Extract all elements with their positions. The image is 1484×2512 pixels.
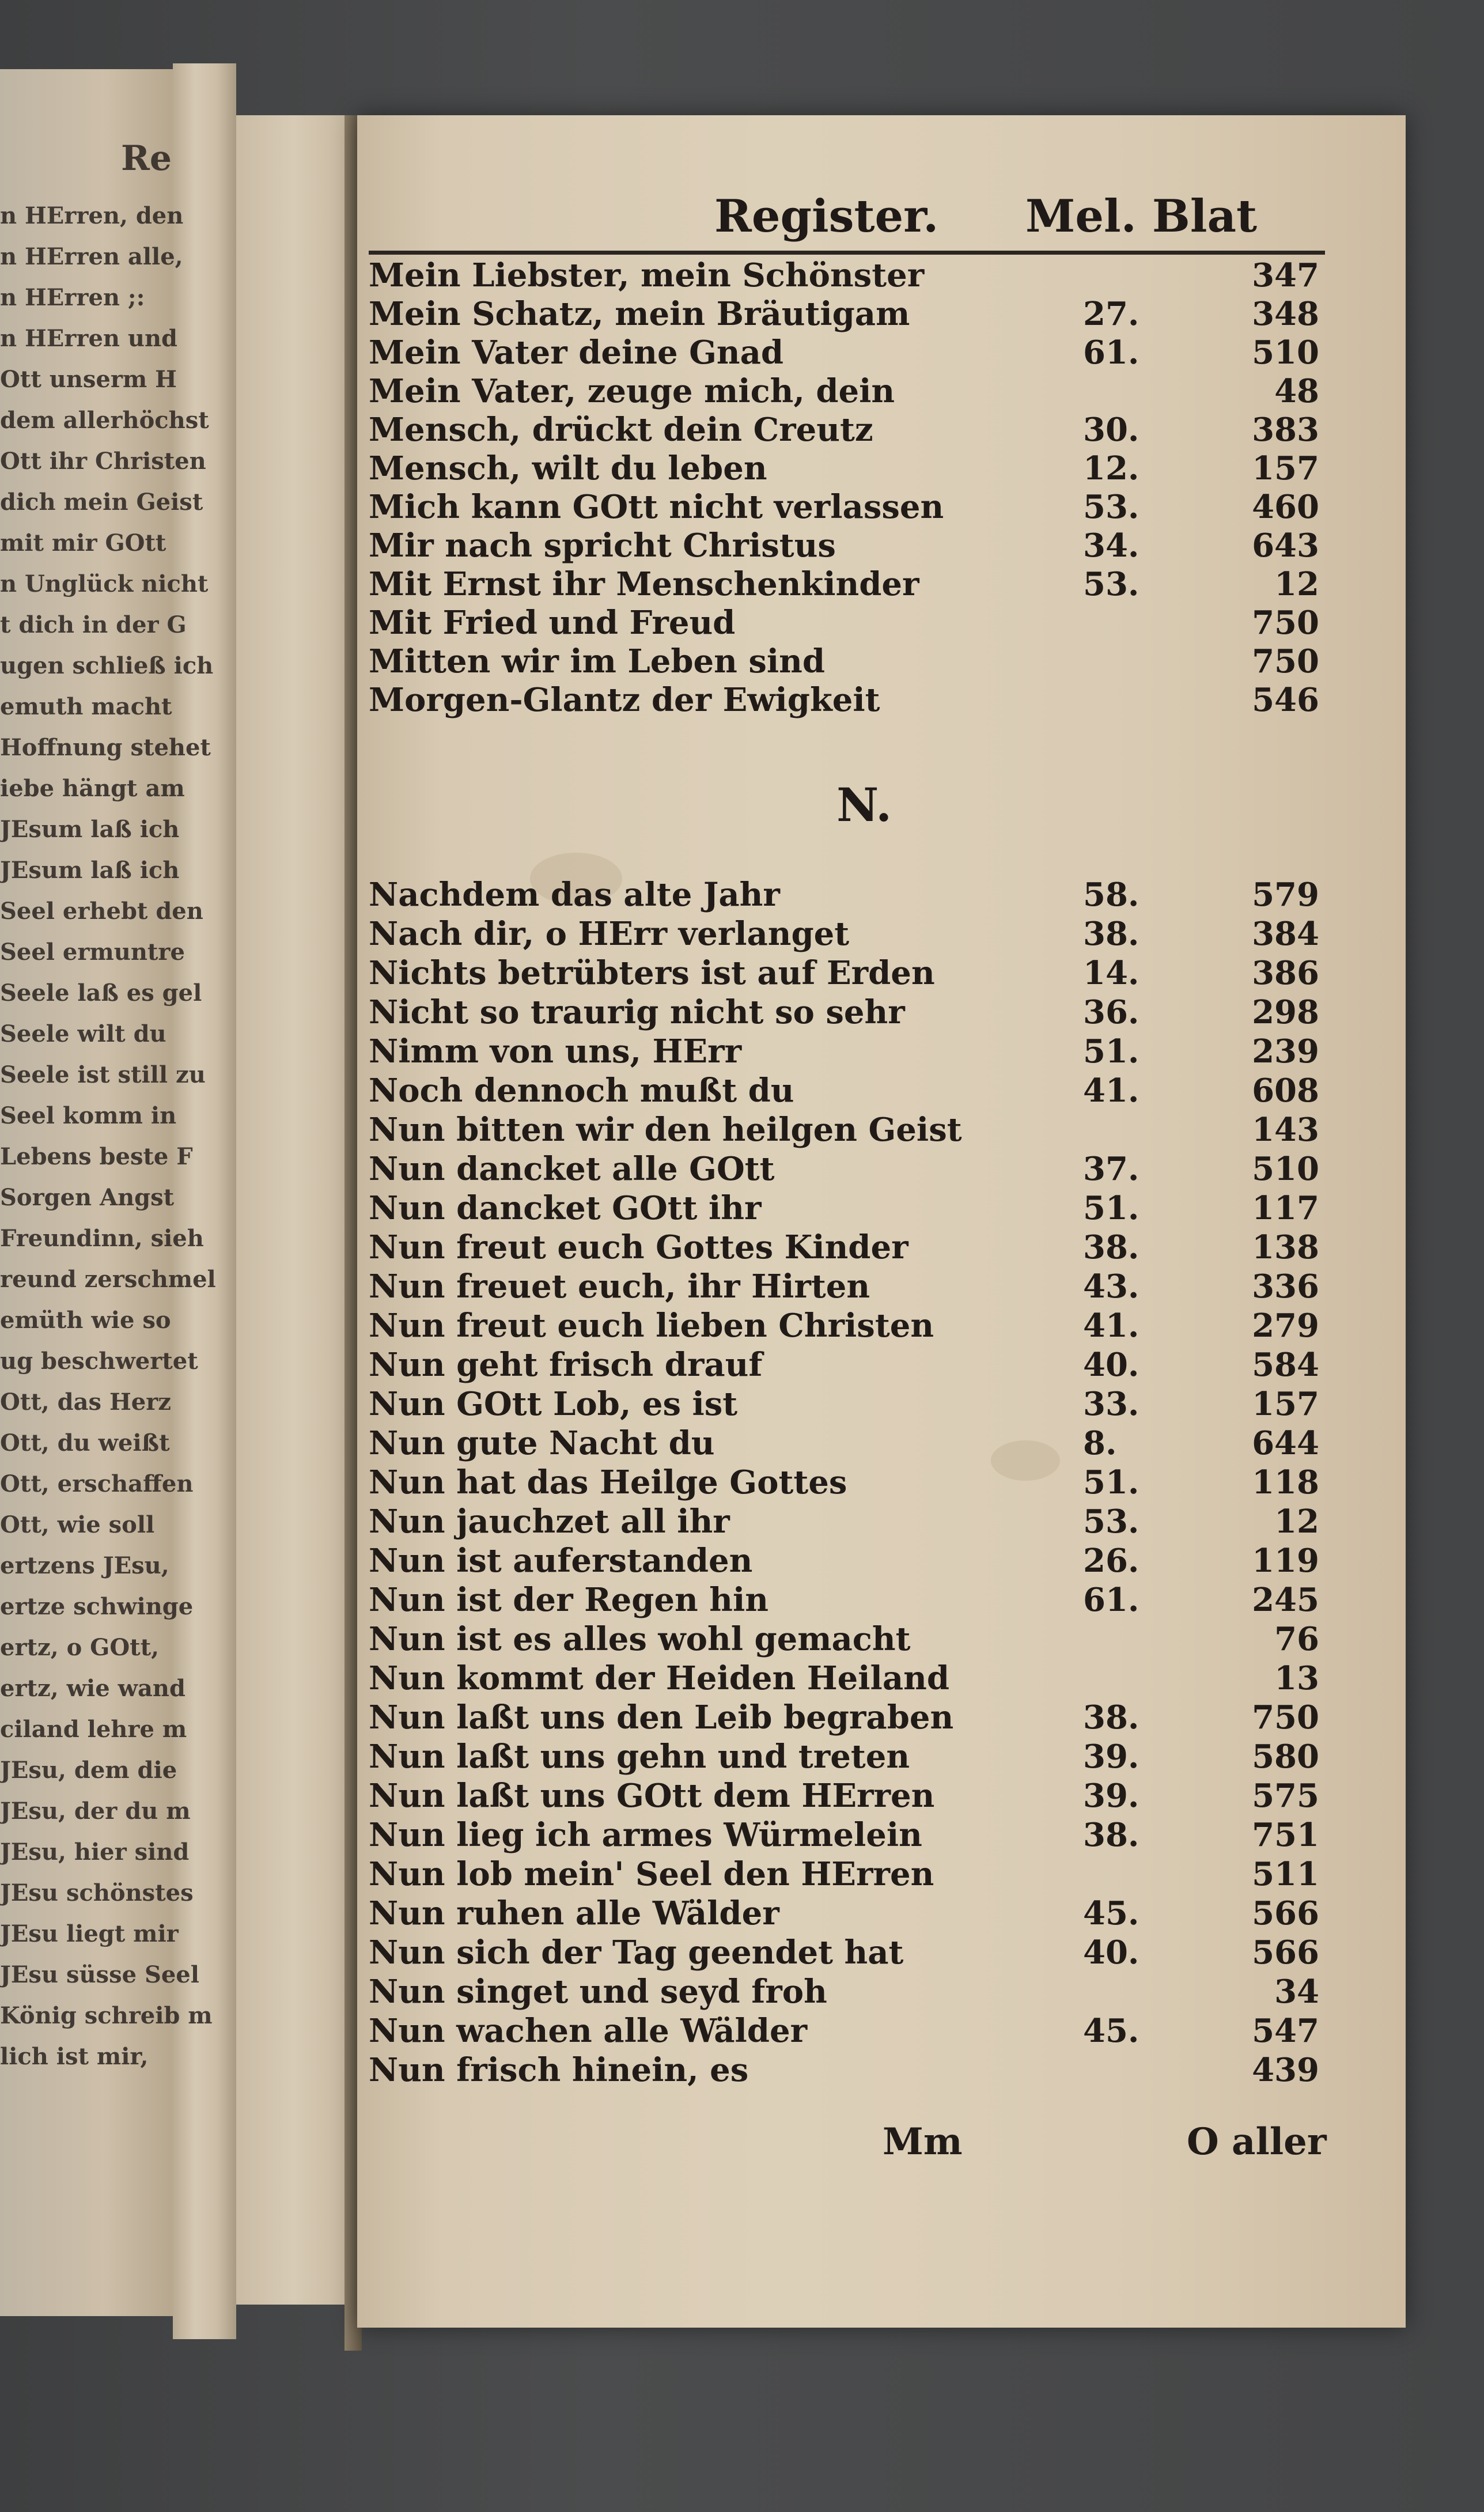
page-content bbox=[357, 115, 1406, 2328]
hymn-title: Mein Vater, zeuge mich, dein bbox=[369, 372, 895, 410]
register-entry bbox=[369, 1816, 1325, 1854]
left-page-line: JEsu liegt mir bbox=[0, 1920, 179, 1947]
hymn-title: Morgen-Glantz der Ewigkeit bbox=[369, 681, 880, 719]
melody-number: 51. bbox=[1083, 1032, 1140, 1070]
hymn-title: Nun laßt uns gehn und treten bbox=[369, 1738, 910, 1776]
page-number: 384 bbox=[1252, 915, 1319, 953]
left-page-line: ug beschwertet bbox=[0, 1348, 198, 1375]
register-entry bbox=[369, 565, 1325, 603]
melody-number: 40. bbox=[1083, 1934, 1140, 1972]
left-page-line: König schreib m bbox=[0, 2002, 213, 2029]
hymn-title: Nun sich der Tag geendet hat bbox=[369, 1934, 904, 1972]
left-page-line: JEsu, hier sind bbox=[0, 1838, 190, 1866]
melody-number: 39. bbox=[1083, 1777, 1140, 1815]
register-entry bbox=[369, 1542, 1325, 1580]
left-page-line: mit mir GOtt bbox=[0, 529, 166, 557]
register-entry bbox=[369, 1777, 1325, 1815]
register-entry bbox=[369, 1581, 1325, 1619]
left-page-line: ciland lehre m bbox=[0, 1716, 187, 1743]
register-entry bbox=[369, 449, 1325, 487]
hymn-title: Nun gute Nacht du bbox=[369, 1424, 715, 1462]
page-number: 566 bbox=[1252, 1934, 1319, 1972]
hymn-title: Nun kommt der Heiden Heiland bbox=[369, 1659, 949, 1697]
hymn-title: Nun dancket alle GOtt bbox=[369, 1150, 775, 1188]
left-page-line: n Unglück nicht bbox=[0, 570, 209, 597]
hymn-title: Nun bitten wir den heilgen Geist bbox=[369, 1111, 962, 1149]
page-number: 460 bbox=[1252, 488, 1319, 526]
melody-number: 45. bbox=[1083, 2012, 1140, 2050]
register-page bbox=[357, 115, 1406, 2328]
melody-number: 26. bbox=[1083, 1542, 1140, 1580]
register-entry bbox=[369, 993, 1325, 1031]
page-number: 347 bbox=[1252, 256, 1319, 294]
left-page-line: emuth macht bbox=[0, 693, 172, 720]
hymn-title: Nun ist auferstanden bbox=[369, 1542, 753, 1580]
page-number: 143 bbox=[1252, 1111, 1319, 1149]
register-entry bbox=[369, 1738, 1325, 1776]
page-number: 750 bbox=[1252, 642, 1319, 680]
left-page-line: reund zerschmel bbox=[0, 1266, 216, 1293]
hymn-title: Mit Ernst ihr Menschenkinder bbox=[369, 565, 919, 603]
page-number: 386 bbox=[1252, 954, 1319, 992]
melody-number: 30. bbox=[1083, 411, 1140, 449]
hymn-title: Nun frisch hinein, es bbox=[369, 2051, 749, 2089]
column-headings: Mel. Blat bbox=[1025, 190, 1258, 243]
left-page-line: n HErren alle, bbox=[0, 243, 183, 270]
left-page-line: JEsu süsse Seel bbox=[0, 1961, 199, 1988]
page-number: 239 bbox=[1252, 1032, 1319, 1070]
hymn-title: Nach dir, o HErr verlanget bbox=[369, 915, 850, 953]
page-number: 34 bbox=[1274, 1973, 1319, 2011]
left-page-line: n HErren und bbox=[0, 325, 178, 352]
page-number: 608 bbox=[1252, 1072, 1319, 1110]
hymn-title: Nachdem das alte Jahr bbox=[369, 876, 780, 914]
register-entry bbox=[369, 1307, 1325, 1345]
hymn-title: Nicht so traurig nicht so sehr bbox=[369, 993, 905, 1031]
register-entry bbox=[369, 295, 1325, 333]
hymn-title: Nun singet und seyd froh bbox=[369, 1973, 827, 2011]
melody-number: 53. bbox=[1083, 488, 1140, 526]
left-page-line: Ott unserm H bbox=[0, 366, 177, 393]
page-number: 751 bbox=[1252, 1816, 1319, 1854]
register-entry bbox=[369, 1424, 1325, 1462]
left-page-line: Re bbox=[121, 138, 172, 171]
hymn-title: Nun freut euch Gottes Kinder bbox=[369, 1228, 908, 1266]
hymn-title: Nimm von uns, HErr bbox=[369, 1032, 742, 1070]
register-entry bbox=[369, 642, 1325, 680]
melody-number: 14. bbox=[1083, 954, 1140, 992]
register-entry bbox=[369, 1973, 1325, 2011]
hymn-title: Mir nach spricht Christus bbox=[369, 527, 836, 565]
hymn-title: Mitten wir im Leben sind bbox=[369, 642, 826, 680]
melody-number: 34. bbox=[1083, 527, 1140, 565]
register-entry bbox=[369, 1032, 1325, 1070]
hymn-title: Nun ist der Regen hin bbox=[369, 1581, 768, 1619]
hymn-title: Nun freut euch lieben Christen bbox=[369, 1307, 934, 1345]
register-entry bbox=[369, 1072, 1325, 1110]
register-entry bbox=[369, 488, 1325, 526]
left-page-line: Seele ist still zu bbox=[0, 1061, 206, 1088]
hymn-title: Nun jauchzet all ihr bbox=[369, 1503, 730, 1541]
page-title: Register. bbox=[714, 190, 939, 243]
left-page-line: Sorgen Angst bbox=[0, 1184, 175, 1211]
register-entry bbox=[369, 1463, 1325, 1501]
melody-number: 41. bbox=[1083, 1072, 1140, 1110]
page-number: 117 bbox=[1252, 1189, 1319, 1227]
left-page-line: JEsu, der du m bbox=[0, 1798, 191, 1825]
melody-number: 38. bbox=[1083, 1816, 1140, 1854]
section-letter: N. bbox=[836, 778, 892, 832]
page-number: 546 bbox=[1252, 681, 1319, 719]
register-entry bbox=[369, 1385, 1325, 1423]
left-page-line: Seel ermuntre bbox=[0, 939, 185, 966]
page-number: 12 bbox=[1274, 1503, 1319, 1541]
page-number: 644 bbox=[1252, 1424, 1319, 1462]
page-number: 580 bbox=[1252, 1738, 1319, 1776]
register-entry bbox=[369, 1698, 1325, 1737]
left-page-line: Ott ihr Christen bbox=[0, 448, 206, 475]
register-entry bbox=[369, 1934, 1325, 1972]
page-number: 750 bbox=[1252, 1698, 1319, 1737]
hymn-title: Nun dancket GOtt ihr bbox=[369, 1189, 762, 1227]
hymn-title: Mensch, drückt dein Creutz bbox=[369, 411, 873, 449]
signature-mark: Mm bbox=[883, 2120, 963, 2163]
left-page-line: JEsu, dem die bbox=[0, 1757, 177, 1784]
register-entry bbox=[369, 256, 1325, 294]
register-entry bbox=[369, 527, 1325, 565]
melody-number: 43. bbox=[1083, 1268, 1140, 1306]
hymn-title: Mein Vater deine Gnad bbox=[369, 334, 784, 372]
melody-number: 8. bbox=[1083, 1424, 1117, 1462]
register-entry bbox=[369, 372, 1325, 410]
page-number: 76 bbox=[1274, 1620, 1319, 1658]
register-entry bbox=[369, 1346, 1325, 1384]
page-number: 118 bbox=[1252, 1463, 1319, 1501]
page-number: 510 bbox=[1252, 334, 1319, 372]
melody-number: 45. bbox=[1083, 1894, 1140, 1932]
hymn-title: Mit Fried und Freud bbox=[369, 604, 736, 642]
hymn-title: Nun lob mein' Seel den HErren bbox=[369, 1855, 934, 1893]
register-entry bbox=[369, 334, 1325, 372]
page-number: 511 bbox=[1252, 1855, 1319, 1893]
melody-number: 53. bbox=[1083, 565, 1140, 603]
page-number: 750 bbox=[1252, 604, 1319, 642]
left-page-line: n HErren ;: bbox=[0, 284, 145, 311]
page-number: 383 bbox=[1252, 411, 1319, 449]
melody-number: 38. bbox=[1083, 915, 1140, 953]
page-number: 348 bbox=[1252, 295, 1319, 333]
register-entry bbox=[369, 2051, 1325, 2089]
melody-number: 27. bbox=[1083, 295, 1140, 333]
left-page-line: ertze schwinge bbox=[0, 1593, 194, 1620]
hymn-title: Nun freuet euch, ihr Hirten bbox=[369, 1268, 870, 1306]
left-page-line: n HErren, den bbox=[0, 202, 184, 229]
register-entry bbox=[369, 681, 1325, 719]
melody-number: 39. bbox=[1083, 1738, 1140, 1776]
melody-number: 33. bbox=[1083, 1385, 1140, 1423]
register-entry bbox=[369, 1855, 1325, 1893]
left-page-line: ertz, o GOtt, bbox=[0, 1634, 160, 1661]
left-page-line: Ott, wie soll bbox=[0, 1511, 155, 1538]
register-entry bbox=[369, 1659, 1325, 1697]
melody-number: 51. bbox=[1083, 1463, 1140, 1501]
hymn-title: Nun ist es alles wohl gemacht bbox=[369, 1620, 911, 1658]
register-entry bbox=[369, 954, 1325, 992]
left-page-line: Freundinn, sieh bbox=[0, 1225, 204, 1252]
hymn-title: Nichts betrübters ist auf Erden bbox=[369, 954, 935, 992]
page-number: 245 bbox=[1252, 1581, 1319, 1619]
page-number: 566 bbox=[1252, 1894, 1319, 1932]
melody-number: 61. bbox=[1083, 334, 1140, 372]
left-page-line: dich mein Geist bbox=[0, 489, 203, 516]
page-number: 575 bbox=[1252, 1777, 1319, 1815]
page-number: 138 bbox=[1252, 1228, 1319, 1266]
left-page-line: Lebens beste F bbox=[0, 1143, 193, 1170]
hymn-title: Nun wachen alle Wälder bbox=[369, 2012, 808, 2050]
hymn-title: Mein Liebster, mein Schönster bbox=[369, 256, 925, 294]
left-page-line: iebe hängt am bbox=[0, 775, 185, 802]
left-page-line: Ott, das Herz bbox=[0, 1389, 172, 1416]
page-number: 48 bbox=[1274, 372, 1319, 410]
left-page-line: JEsum laß ich bbox=[0, 857, 180, 884]
page-number: 510 bbox=[1252, 1150, 1319, 1188]
left-page-line: dem allerhöchst bbox=[0, 407, 209, 434]
page-number: 279 bbox=[1252, 1307, 1319, 1345]
left-page-line: Ott, erschaffen bbox=[0, 1470, 194, 1497]
page-number: 336 bbox=[1252, 1268, 1319, 1306]
melody-number: 37. bbox=[1083, 1150, 1140, 1188]
melody-number: 53. bbox=[1083, 1503, 1140, 1541]
register-entry bbox=[369, 915, 1325, 953]
register-entry bbox=[369, 2012, 1325, 2050]
page-number: 547 bbox=[1252, 2012, 1319, 2050]
hymn-title: Noch dennoch mußt du bbox=[369, 1072, 794, 1110]
melody-number: 38. bbox=[1083, 1698, 1140, 1737]
register-entry bbox=[369, 1111, 1325, 1149]
hymn-title: Nun hat das Heilge Gottes bbox=[369, 1463, 847, 1501]
melody-number: 12. bbox=[1083, 449, 1140, 487]
catchword: O aller bbox=[1187, 2120, 1327, 2163]
left-page-line: Seel komm in bbox=[0, 1102, 177, 1129]
melody-number: 38. bbox=[1083, 1228, 1140, 1266]
left-page-line: t dich in der G bbox=[0, 611, 187, 638]
register-entry bbox=[369, 411, 1325, 449]
hymn-title: Mich kann GOtt nicht verlassen bbox=[369, 488, 944, 526]
left-page-line: JEsum laß ich bbox=[0, 816, 180, 843]
page-number: 13 bbox=[1274, 1659, 1319, 1697]
melody-number: 41. bbox=[1083, 1307, 1140, 1345]
page-number: 298 bbox=[1252, 993, 1319, 1031]
register-entry bbox=[369, 1150, 1325, 1188]
melody-number: 61. bbox=[1083, 1581, 1140, 1619]
melody-number: 58. bbox=[1083, 876, 1140, 914]
page-number: 579 bbox=[1252, 876, 1319, 914]
hymn-title: Nun laßt uns GOtt dem HErren bbox=[369, 1777, 935, 1815]
left-page-line: Seele wilt du bbox=[0, 1020, 166, 1047]
page-number: 157 bbox=[1252, 1385, 1319, 1423]
page-number: 12 bbox=[1274, 565, 1319, 603]
register-entry bbox=[369, 1268, 1325, 1306]
left-page-line: emüth wie so bbox=[0, 1307, 171, 1334]
hymn-title: Nun ruhen alle Wälder bbox=[369, 1894, 779, 1932]
left-page-line: Seel erhebt den bbox=[0, 898, 203, 925]
page-number: 584 bbox=[1252, 1346, 1319, 1384]
hymn-title: Nun geht frisch drauf bbox=[369, 1346, 763, 1384]
register-entry bbox=[369, 1894, 1325, 1932]
left-page-line: ertz, wie wand bbox=[0, 1675, 186, 1702]
left-page-line: ugen schließ ich bbox=[0, 652, 214, 679]
melody-number: 40. bbox=[1083, 1346, 1140, 1384]
melody-number: 51. bbox=[1083, 1189, 1140, 1227]
register-entry bbox=[369, 604, 1325, 642]
hymn-title: Mein Schatz, mein Bräutigam bbox=[369, 295, 910, 333]
hymn-title: Nun laßt uns den Leib begraben bbox=[369, 1698, 954, 1737]
register-entry bbox=[369, 1620, 1325, 1658]
header-rule bbox=[369, 251, 1325, 255]
left-page-line: Ott, du weißt bbox=[0, 1429, 170, 1456]
melody-number: 36. bbox=[1083, 993, 1140, 1031]
left-page-line: ertzens JEsu, bbox=[0, 1552, 169, 1579]
left-page-line: lich ist mir, bbox=[0, 2043, 149, 2070]
hymn-title: Nun GOtt Lob, es ist bbox=[369, 1385, 738, 1423]
hymn-title: Nun lieg ich armes Würmelein bbox=[369, 1816, 922, 1854]
register-entry bbox=[369, 876, 1325, 914]
register-entry bbox=[369, 1503, 1325, 1541]
page-number: 643 bbox=[1252, 527, 1319, 565]
left-page-line: Hoffnung stehet bbox=[0, 734, 211, 761]
hymn-title: Mensch, wilt du leben bbox=[369, 449, 767, 487]
left-page-line: JEsu schönstes bbox=[0, 1879, 194, 1906]
page-number: 157 bbox=[1252, 449, 1319, 487]
register-entry bbox=[369, 1228, 1325, 1266]
register-entry bbox=[369, 1189, 1325, 1227]
page-number: 439 bbox=[1252, 2051, 1319, 2089]
left-page-line: Seele laß es gel bbox=[0, 979, 202, 1007]
page-number: 119 bbox=[1252, 1542, 1319, 1580]
